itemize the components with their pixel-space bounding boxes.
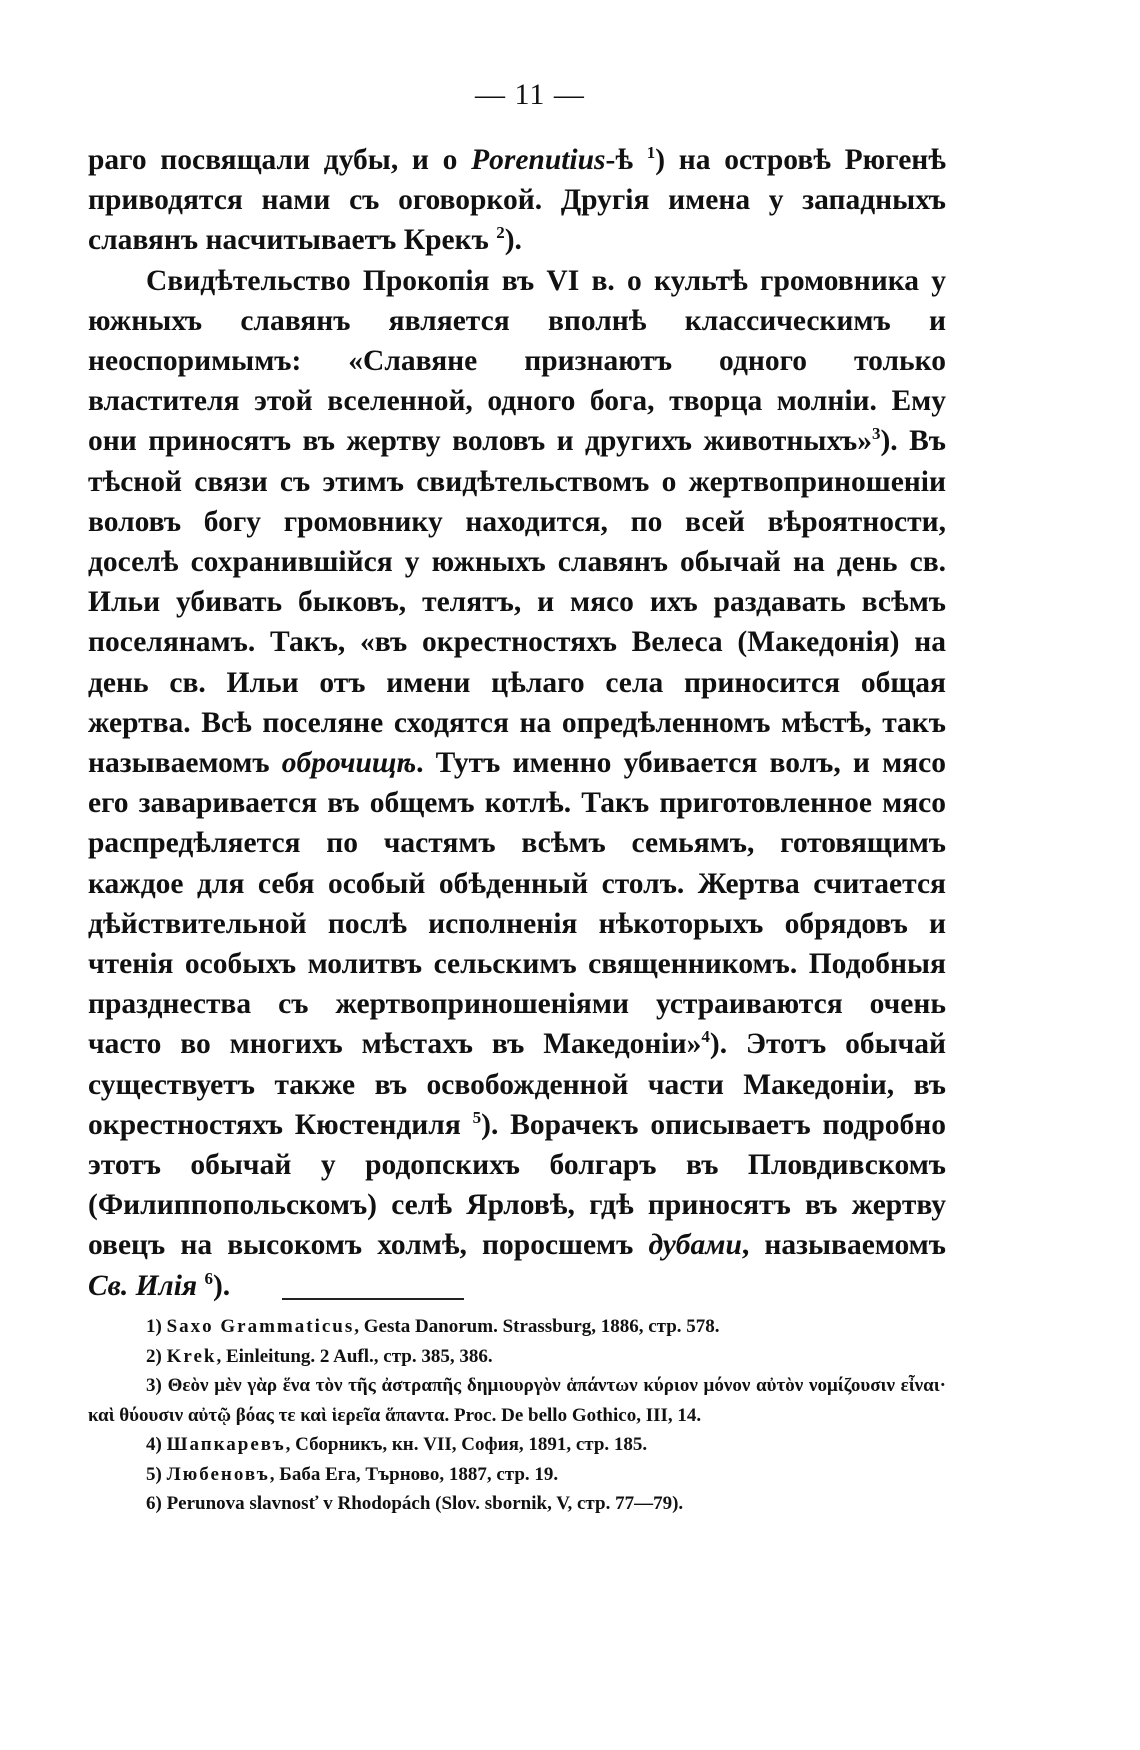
footnote-ref-4: 4: [701, 1027, 710, 1047]
text-run: ). Этотъ обычай существуетъ также въ освобожденной части Македоніи, въ окрестностяхъ Кюстендиля: [88, 1028, 946, 1141]
footnote-ref-3: 3: [871, 424, 881, 444]
footnote-ref-1: 1: [646, 143, 656, 163]
text-run: , называемомъ: [741, 1229, 946, 1262]
page-number: — 11 —: [475, 78, 585, 111]
footnote-1: [88, 1312, 946, 1342]
footnote-text: , Сборникъ, кн. VII, София, 1891, стр. 185.: [285, 1434, 648, 1455]
text-run: раго посвящали дубы, и о: [88, 144, 472, 176]
footnotes: [88, 1312, 946, 1519]
text-run: ).: [212, 1269, 231, 1302]
text-run: . Тутъ именно убивается волъ, и мясо его заваривается въ общемъ котлѣ. Такъ приготовленное мясо распредѣляется по частямъ всѣмъ семьямъ, готовящимъ каждое для себя особый обѣденный столъ. Жертва считается дѣйствительной послѣ исполненія нѣкоторыхъ обрядовъ и чтенія особыхъ молитвъ сельскимъ священникомъ. Подобныя празднества съ жертвоприношеніями устраиваются очень часто во многихъ мѣстахъ въ Македоніи»: [88, 747, 946, 1061]
footnote-text: , Gesta Danorum. Strassburg, 1886, стр. 578.: [354, 1316, 720, 1337]
footnote-divider: [282, 1298, 464, 1300]
footnote-number: 2): [146, 1345, 167, 1367]
text-run: Свидѣтельство Прокопія въ VI в. о культѣ громовника у южныхъ славянъ является вполнѣ классическимъ и неоспоримымъ: «Славяне признаютъ одного только властителя этой вселенной, одного бога, творца молніи. Ему они приносятъ въ жертву воловъ и другихъ животныхъ»: [88, 264, 946, 458]
main-text: [88, 140, 946, 1306]
footnote-number: 1): [146, 1316, 167, 1337]
footnote-author: Любеновъ: [166, 1463, 270, 1485]
footnote-5: [88, 1460, 946, 1490]
italic-dubami: дубами: [648, 1229, 742, 1262]
footnote-number: 4): [146, 1434, 167, 1455]
italic-sv-iliya: Св. Илія: [88, 1269, 198, 1302]
italic-porenutius: Porenutius: [471, 144, 606, 176]
footnote-3: [88, 1371, 946, 1430]
footnote-2: [88, 1342, 946, 1372]
footnote-text: , Einleitung. 2 Aufl., стр. 385, 386.: [216, 1345, 493, 1367]
footnote-text: , Баба Ега, Търново, 1887, стр. 19.: [269, 1463, 559, 1485]
footnote-author: Saxo Grammaticus: [166, 1316, 355, 1337]
text-run: -ѣ: [605, 144, 647, 176]
paragraph-2: [88, 261, 946, 1306]
footnote-number: 6): [146, 1493, 167, 1514]
text-run: ).: [504, 224, 522, 257]
footnote-ref-2: 2: [496, 223, 505, 243]
footnote-ref-6: 6: [204, 1268, 213, 1288]
footnote-4: [88, 1430, 946, 1460]
text-run: ) на островѣ Рюгенѣ приводятся нами съ оговоркой. Другія имена у западныхъ славянъ насчитываетъ Крекъ: [88, 144, 947, 257]
footnote-6: [88, 1489, 946, 1519]
text-run: ). Въ тѣсной связи съ этимъ свидѣтельствомъ о жертвоприношеніи воловъ богу громовнику находится, по всей вѣроятности, доселѣ сохранившійся у южныхъ славянъ обычай на день св. Ильи убивать быковъ, телятъ, и мясо ихъ раздавать всѣмъ поселянамъ. Такъ, «въ окрестностяхъ Велеса (Македонія) на день св. Ильи отъ имени цѣлаго села приносится общая жертва. Всѣ поселяне сходятся на опредѣленномъ мѣстѣ, такъ называемомъ: [88, 425, 946, 780]
italic-obrochishche: оброчищѣ: [281, 747, 417, 780]
footnote-number: 3): [146, 1375, 168, 1396]
text-run: ). Ворачекъ описываетъ подробно этотъ обычай у родопскихъ болгаръ въ Пловдивскомъ (Филиппопольскомъ) селѣ Ярловѣ, гдѣ приносятъ въ жертву овецъ на высокомъ холмѣ, поросшемъ: [88, 1108, 946, 1262]
footnote-author: Krek: [166, 1345, 217, 1367]
paragraph-1: [88, 140, 946, 261]
footnote-text: Θεὸν μὲν γὰρ ἕνα τὸν τῆς ἀστραπῆς δημιουργὸν ἁπάντων κύριον μόνον αὐτὸν νομίζουσιν εἶναι· καὶ θύουσιν αὐτῷ βόας τε καὶ ἱερεῖα ἅπαντα. Proc. De bello Gothico, III, 14.: [88, 1375, 947, 1426]
footnote-text: Perunova slavnosť v Rhodopách (Slov. sbornik, V, стр. 77—79).: [166, 1493, 684, 1514]
footnote-author: Шапкаревъ: [166, 1434, 286, 1455]
footnote-number: 5): [146, 1463, 167, 1485]
footnote-ref-5: 5: [472, 1108, 482, 1128]
